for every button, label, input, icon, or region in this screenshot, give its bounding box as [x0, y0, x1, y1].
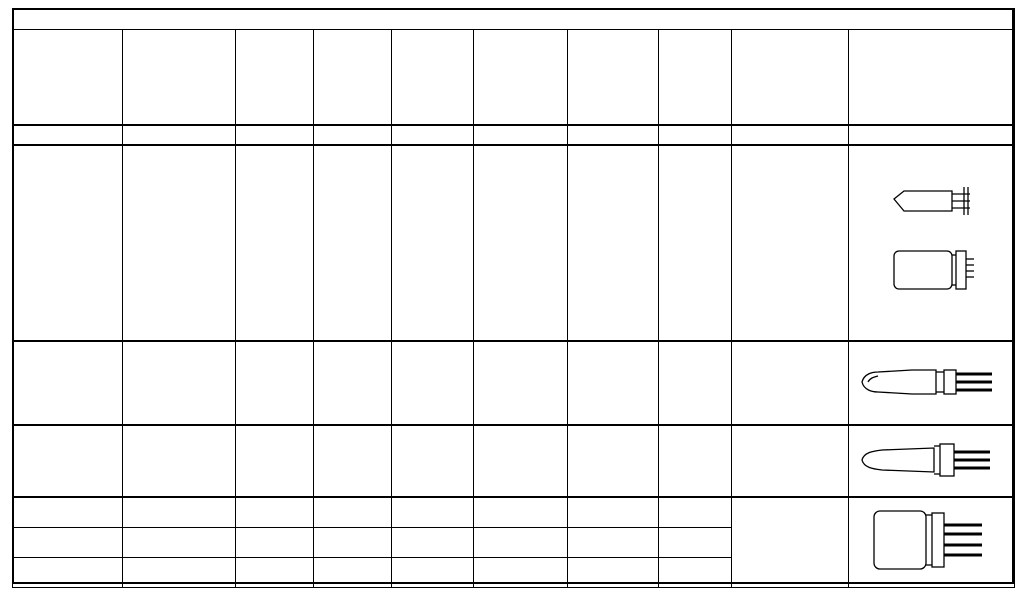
- table-frame: [12, 8, 1014, 584]
